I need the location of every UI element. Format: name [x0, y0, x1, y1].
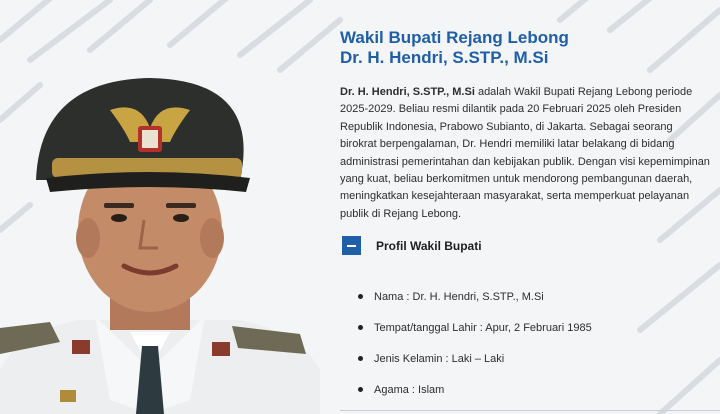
bio-paragraph: [340, 84, 712, 223]
bullet-icon: [358, 294, 363, 299]
page-title: [340, 28, 712, 68]
portrait-photo: [0, 70, 320, 414]
profile-birth: Tempat/tanggal Lahir : Apur, 2 Februari 1985: [374, 321, 592, 334]
bullet-icon: [358, 325, 363, 330]
article-content: [340, 28, 712, 234]
title-line-2: Dr. H. Hendri, S.STP., M.Si: [340, 48, 549, 67]
list-item: [358, 374, 592, 405]
list-item: [358, 281, 592, 312]
bullet-icon: [358, 387, 363, 392]
profile-gender: Jenis Kelamin : Laki – Laki: [374, 352, 505, 365]
section-title: Profil Wakil Bupati: [376, 238, 482, 253]
list-item: [358, 343, 592, 374]
profile-name: Nama : Dr. H. Hendri, S.STP., M.Si: [374, 290, 544, 303]
minus-icon: [347, 245, 356, 247]
profile-religion: Agama : Islam: [374, 383, 445, 396]
collapse-toggle-button[interactable]: [342, 236, 361, 255]
profile-accordion-header[interactable]: [342, 236, 482, 255]
bio-text: adalah Wakil Bupati Rejang Lebong periode 2025-2029. Beliau resmi dilantik pada 20 Februari 2025 oleh Presiden Republik Indonesia, Prabowo Subianto, di Jakarta. Sebagai seorang birokrat berpengalaman, Dr. Hendri memiliki latar belakang di bidang administrasi pemerintahan dan kebijakan publik. Dengan visi kepemimpinan yang kuat, beliau berkomitmen untuk mendorong pembangunan daerah, meningkatkan kesejahteraan masyarakat, serta memperkuat pelayanan publik di Rejang Lebong.: [340, 86, 710, 220]
bullet-icon: [358, 356, 363, 361]
list-item: [358, 312, 592, 343]
profile-list: [358, 281, 592, 405]
bio-name: Dr. H. Hendri, S.STP., M.Si: [340, 86, 475, 98]
title-line-1: Wakil Bupati Rejang Lebong: [340, 28, 569, 47]
divider: [340, 410, 720, 411]
